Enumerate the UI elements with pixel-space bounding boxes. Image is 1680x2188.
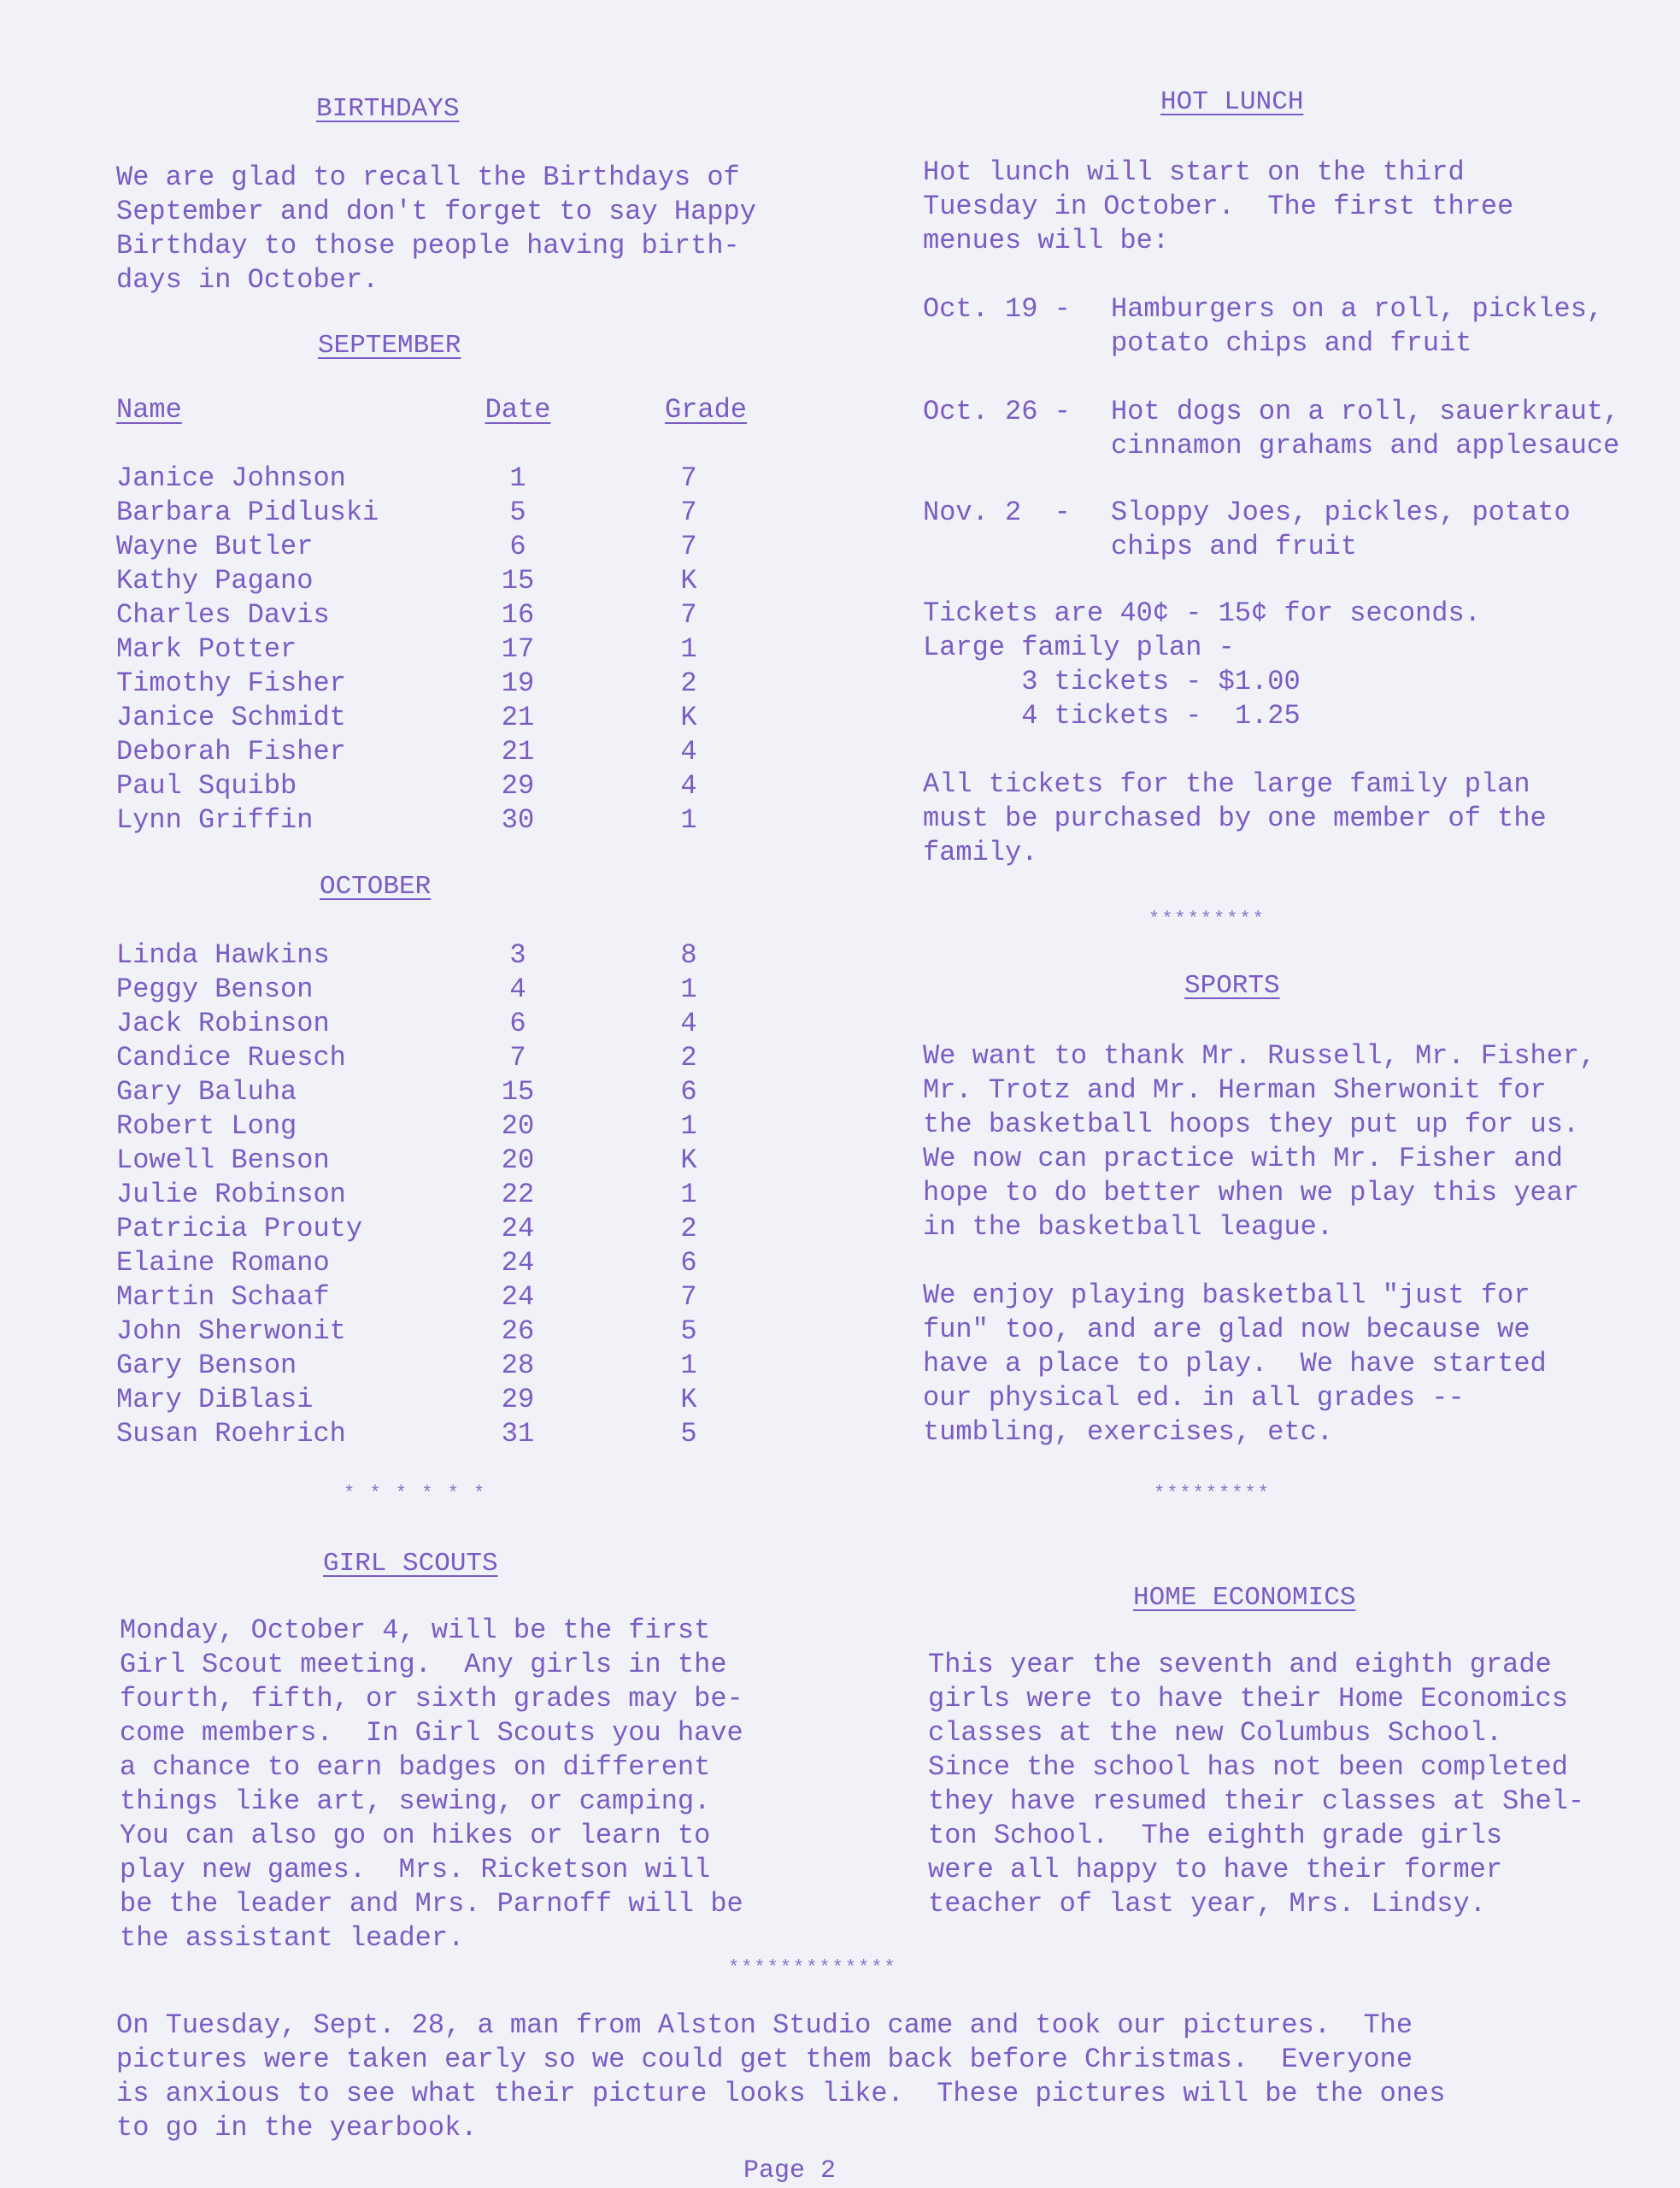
birthday-date: 20 bbox=[501, 1144, 535, 1176]
page-number: Page 2 bbox=[743, 2156, 837, 2185]
student-grade: K bbox=[680, 565, 697, 597]
student-name: Elaine Romano bbox=[116, 1247, 330, 1279]
home-economics-line: teacher of last year, Mrs. Lindsy. bbox=[928, 1888, 1486, 1920]
home-economics-heading: HOME ECONOMICS bbox=[1133, 1583, 1356, 1613]
sports-p2-line: We enjoy playing basketball "just for bbox=[923, 1279, 1530, 1311]
student-grade: 1 bbox=[680, 804, 697, 836]
student-grade: 7 bbox=[680, 497, 697, 528]
column-grade: Grade bbox=[664, 394, 747, 426]
family-note-line: All tickets for the large family plan bbox=[923, 768, 1530, 800]
student-grade: 7 bbox=[680, 531, 697, 562]
home-economics-line: were all happy to have their former bbox=[928, 1854, 1503, 1885]
menu-line: Hot dogs on a roll, sauerkraut, bbox=[1111, 396, 1620, 427]
hot-lunch-tickets bbox=[923, 597, 1481, 733]
student-name: Janice Schmidt bbox=[116, 702, 346, 733]
hot-lunch-heading: HOT LUNCH bbox=[1160, 87, 1304, 117]
student-grade: 4 bbox=[680, 770, 697, 802]
sports-p2-line: fun" too, and are glad now because we bbox=[923, 1314, 1530, 1345]
girl-scouts-line: be the leader and Mrs. Parnoff will be bbox=[120, 1888, 743, 1920]
birthday-date: 30 bbox=[501, 804, 535, 836]
menu-date: Oct. 26 - bbox=[923, 396, 1071, 427]
student-name: Barbara Pidluski bbox=[116, 497, 379, 528]
home-economics-line: ton School. The eighth grade girls bbox=[928, 1820, 1503, 1851]
student-name: Jack Robinson bbox=[116, 1008, 330, 1039]
menu-date: Oct. 19 - bbox=[923, 293, 1071, 325]
student-name: Martin Schaaf bbox=[116, 1281, 330, 1313]
birthday-date: 28 bbox=[501, 1350, 535, 1381]
tickets-line: Large family plan - bbox=[923, 632, 1235, 663]
birthday-date: 22 bbox=[501, 1179, 535, 1210]
sports-p1-line: hope to do better when we play this year bbox=[923, 1177, 1580, 1209]
birthdays-separator: * * * * * * bbox=[344, 1483, 487, 1504]
tickets-line: Tickets are 40¢ - 15¢ for seconds. bbox=[923, 597, 1481, 629]
menu-line: Sloppy Joes, pickles, potato bbox=[1111, 497, 1571, 528]
student-name: Timothy Fisher bbox=[116, 668, 346, 699]
birthdays-intro-line: September and don't forget to say Happy bbox=[116, 196, 756, 227]
menu-line: Hamburgers on a roll, pickles, bbox=[1111, 293, 1604, 325]
birthday-date: 24 bbox=[501, 1247, 535, 1279]
student-name: Lynn Griffin bbox=[116, 804, 314, 836]
birthday-date: 29 bbox=[501, 770, 535, 802]
sports-heading: SPORTS bbox=[1184, 971, 1280, 1001]
student-grade: K bbox=[680, 1384, 697, 1415]
student-name: John Sherwonit bbox=[116, 1315, 346, 1347]
sports-paragraph-2 bbox=[923, 1279, 1547, 1450]
home-economics-text bbox=[928, 1648, 1584, 1921]
sports-p1-line: the basketball hoops they put up for us. bbox=[923, 1109, 1580, 1140]
picture-day-line: pictures were taken early so we could get them back before Christmas. Everyone bbox=[116, 2044, 1413, 2075]
student-name: Deborah Fisher bbox=[116, 736, 346, 768]
home-economics-line: Since the school has not been completed bbox=[928, 1751, 1568, 1783]
student-grade: 1 bbox=[680, 973, 697, 1005]
student-grade: 1 bbox=[680, 1110, 697, 1142]
hot-lunch-intro-line: Hot lunch will start on the third bbox=[923, 156, 1465, 188]
birthday-date: 24 bbox=[501, 1213, 535, 1244]
hot-lunch-separator: ********* bbox=[1148, 909, 1266, 930]
menu-item bbox=[923, 292, 1675, 361]
menu-line: potato chips and fruit bbox=[1111, 327, 1472, 359]
birthdays-heading: BIRTHDAYS bbox=[316, 94, 460, 124]
student-name: Lowell Benson bbox=[116, 1144, 330, 1176]
student-name: Linda Hawkins bbox=[116, 939, 330, 971]
september-table-header bbox=[116, 393, 747, 427]
student-name: Mark Potter bbox=[116, 633, 297, 665]
home-economics-line: classes at the new Columbus School. bbox=[928, 1717, 1503, 1749]
student-name: Peggy Benson bbox=[116, 973, 314, 1005]
sports-p2-line: have a place to play. We have started bbox=[923, 1348, 1547, 1379]
birthday-date: 15 bbox=[501, 565, 535, 597]
menu-description bbox=[1111, 292, 1603, 361]
student-grade: 1 bbox=[680, 633, 697, 665]
birthday-date: 16 bbox=[501, 599, 535, 631]
birthday-date: 3 bbox=[509, 939, 526, 971]
sports-p1-line: in the basketball league. bbox=[923, 1211, 1334, 1243]
girl-scouts-line: fourth, fifth, or sixth grades may be- bbox=[120, 1683, 743, 1715]
student-name: Wayne Butler bbox=[116, 531, 314, 562]
student-grade: 7 bbox=[680, 1281, 697, 1313]
student-name: Patricia Prouty bbox=[116, 1213, 363, 1244]
student-name: Julie Robinson bbox=[116, 1179, 346, 1210]
student-grade: 6 bbox=[680, 1076, 697, 1108]
column-name: Name bbox=[116, 394, 182, 426]
birthday-date: 4 bbox=[509, 973, 526, 1005]
girl-scouts-heading: GIRL SCOUTS bbox=[323, 1549, 498, 1579]
birthday-date: 17 bbox=[501, 633, 535, 665]
birthdays-intro-line: We are glad to recall the Birthdays of bbox=[116, 162, 740, 193]
hot-lunch-intro-line: menues will be: bbox=[923, 225, 1170, 256]
menu-line: chips and fruit bbox=[1111, 531, 1358, 562]
family-note-line: must be purchased by one member of the bbox=[923, 803, 1547, 834]
student-grade: 4 bbox=[680, 736, 697, 768]
september-heading: SEPTEMBER bbox=[318, 331, 461, 361]
student-grade: 1 bbox=[680, 1350, 697, 1381]
sports-p2-line: our physical ed. in all grades -- bbox=[923, 1382, 1465, 1414]
tickets-line: 4 tickets - 1.25 bbox=[923, 700, 1301, 732]
hot-lunch-intro bbox=[923, 156, 1513, 258]
student-name: Gary Benson bbox=[116, 1350, 297, 1381]
student-name: Paul Squibb bbox=[116, 770, 297, 802]
student-name: Charles Davis bbox=[116, 599, 330, 631]
student-grade: 7 bbox=[680, 599, 697, 631]
student-grade: 5 bbox=[680, 1315, 697, 1347]
menu-item bbox=[923, 496, 1675, 564]
menu-date: Nov. 2 - bbox=[923, 497, 1071, 528]
menu-line: cinnamon grahams and applesauce bbox=[1111, 430, 1620, 462]
home-economics-line: girls were to have their Home Economics bbox=[928, 1683, 1568, 1715]
girl-scouts-line: a chance to earn badges on different bbox=[120, 1751, 711, 1783]
birthday-date: 21 bbox=[501, 736, 535, 768]
hot-lunch-intro-line: Tuesday in October. The first three bbox=[923, 191, 1514, 222]
student-grade: 2 bbox=[680, 668, 697, 699]
birthday-date: 1 bbox=[509, 462, 526, 494]
girl-scouts-line: Girl Scout meeting. Any girls in the bbox=[120, 1649, 727, 1680]
girl-scouts-line: You can also go on hikes or learn to bbox=[120, 1820, 711, 1851]
student-grade: 2 bbox=[680, 1042, 697, 1073]
student-name: Janice Johnson bbox=[116, 462, 346, 494]
student-grade: 5 bbox=[680, 1418, 697, 1450]
home-economics-line: they have resumed their classes at Shel- bbox=[928, 1785, 1585, 1817]
girl-scouts-text bbox=[120, 1614, 743, 1956]
menu-description bbox=[1111, 395, 1619, 463]
family-note-line: family. bbox=[923, 837, 1038, 868]
birthday-date: 19 bbox=[501, 668, 535, 699]
menu-item bbox=[923, 395, 1675, 463]
bottom-separator: ************* bbox=[728, 1957, 897, 1979]
picture-day-line: On Tuesday, Sept. 28, a man from Alston Studio came and took our pictures. The bbox=[116, 2009, 1413, 2041]
sports-p1-line: Mr. Trotz and Mr. Herman Sherwonit for bbox=[923, 1074, 1547, 1106]
sports-p1-line: We now can practice with Mr. Fisher and bbox=[923, 1143, 1563, 1174]
birthday-date: 31 bbox=[501, 1418, 535, 1450]
student-name: Mary DiBlasi bbox=[116, 1384, 314, 1415]
picture-day-line: is anxious to see what their picture looks like. These pictures will be the ones bbox=[116, 2078, 1446, 2109]
home-economics-line: This year the seventh and eighth grade bbox=[928, 1649, 1552, 1680]
hot-lunch-family-note bbox=[923, 768, 1547, 870]
birthdays-intro-line: days in October. bbox=[116, 264, 379, 296]
student-grade: 7 bbox=[680, 462, 697, 494]
student-name: Robert Long bbox=[116, 1110, 297, 1142]
sports-p2-line: tumbling, exercises, etc. bbox=[923, 1416, 1334, 1448]
student-grade: K bbox=[680, 702, 697, 733]
student-grade: 6 bbox=[680, 1247, 697, 1279]
sports-separator: ********* bbox=[1154, 1483, 1271, 1504]
tickets-line: 3 tickets - $1.00 bbox=[923, 666, 1301, 697]
sports-paragraph-1 bbox=[923, 1039, 1595, 1244]
birthday-date: 7 bbox=[509, 1042, 526, 1073]
girl-scouts-line: play new games. Mrs. Ricketson will bbox=[120, 1854, 711, 1885]
column-date: Date bbox=[485, 394, 551, 426]
birthday-date: 5 bbox=[509, 497, 526, 528]
birthday-date: 6 bbox=[509, 531, 526, 562]
student-grade: K bbox=[680, 1144, 697, 1176]
student-name: Kathy Pagano bbox=[116, 565, 314, 597]
birthdays-intro-line: Birthday to those people having birth- bbox=[116, 230, 740, 262]
picture-day-line: to go in the yearbook. bbox=[116, 2112, 478, 2144]
birthday-date: 21 bbox=[501, 702, 535, 733]
birthday-date: 26 bbox=[501, 1315, 535, 1347]
girl-scouts-line: things like art, sewing, or camping. bbox=[120, 1785, 711, 1817]
student-grade: 4 bbox=[680, 1008, 697, 1039]
birthdays-intro bbox=[116, 161, 756, 297]
sports-p1-line: We want to thank Mr. Russell, Mr. Fisher, bbox=[923, 1040, 1596, 1072]
birthday-date: 29 bbox=[501, 1384, 535, 1415]
picture-day-paragraph bbox=[116, 2009, 1445, 2145]
birthday-date: 24 bbox=[501, 1281, 535, 1313]
october-heading: OCTOBER bbox=[320, 872, 432, 902]
girl-scouts-line: come members. In Girl Scouts you have bbox=[120, 1717, 743, 1749]
birthday-date: 6 bbox=[509, 1008, 526, 1039]
birthday-date: 15 bbox=[501, 1076, 535, 1108]
girl-scouts-line: Monday, October 4, will be the first bbox=[120, 1615, 711, 1646]
menu-description bbox=[1111, 496, 1571, 564]
student-name: Susan Roehrich bbox=[116, 1418, 346, 1450]
student-name: Candice Ruesch bbox=[116, 1042, 346, 1073]
student-grade: 1 bbox=[680, 1179, 697, 1210]
birthday-date: 20 bbox=[501, 1110, 535, 1142]
student-name: Gary Baluha bbox=[116, 1076, 297, 1108]
student-grade: 8 bbox=[680, 939, 697, 971]
girl-scouts-line: the assistant leader. bbox=[120, 1922, 465, 1954]
student-grade: 2 bbox=[680, 1213, 697, 1244]
